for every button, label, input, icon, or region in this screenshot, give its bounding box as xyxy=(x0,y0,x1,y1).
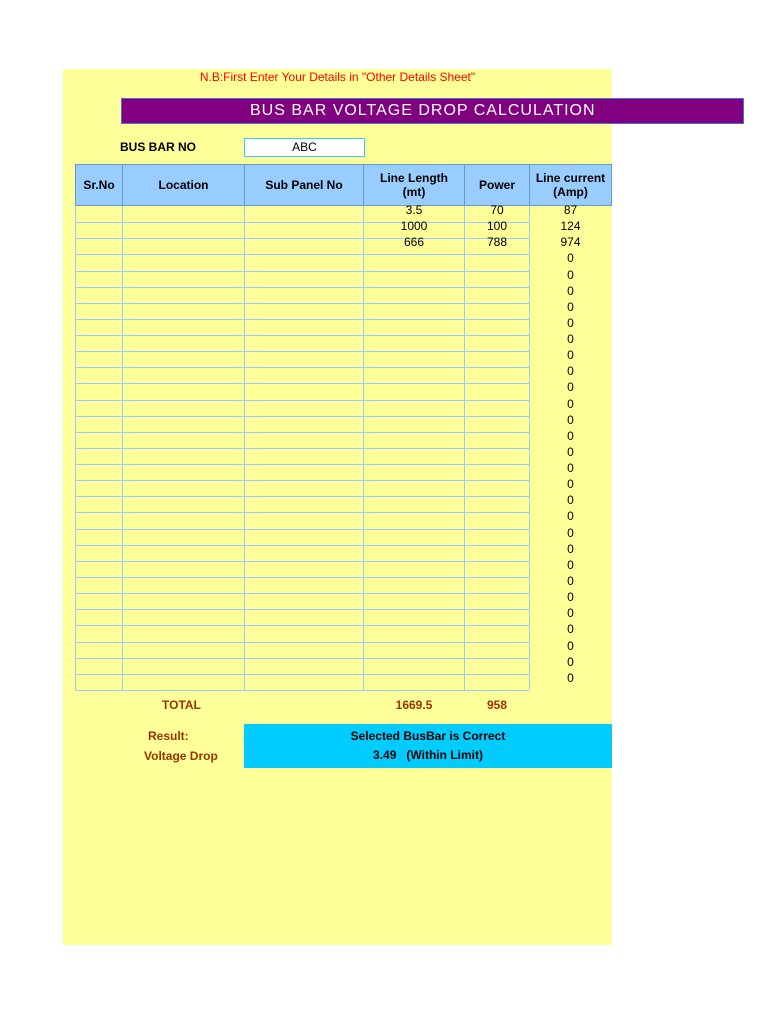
cell-length[interactable] xyxy=(363,331,465,347)
voltage-drop-label: Voltage Drop xyxy=(144,749,218,763)
cell-length[interactable] xyxy=(363,283,465,299)
cell-length[interactable] xyxy=(363,412,465,428)
cell-power[interactable] xyxy=(464,476,530,492)
cell-length[interactable] xyxy=(363,541,465,557)
cell-power[interactable] xyxy=(464,444,530,460)
cell-length[interactable] xyxy=(363,396,465,412)
cell-power[interactable] xyxy=(464,541,530,557)
cell-power[interactable] xyxy=(464,605,530,621)
cell-length[interactable] xyxy=(363,267,465,283)
cell-power[interactable] xyxy=(464,363,530,379)
cell-current: 0 xyxy=(567,606,574,621)
cell-current: 0 xyxy=(567,622,574,637)
cell-power[interactable]: 100 xyxy=(486,219,508,234)
cell-current: 87 xyxy=(563,203,578,217)
cell-current: 0 xyxy=(567,477,574,492)
header-power: Power xyxy=(464,164,530,206)
cell-length[interactable] xyxy=(363,363,465,379)
cell-current: 0 xyxy=(567,573,574,588)
cell-current: 0 xyxy=(567,557,574,572)
cell-length[interactable] xyxy=(363,654,465,670)
cell-length[interactable] xyxy=(363,638,465,654)
cell-length[interactable] xyxy=(363,508,465,524)
header-location: Location xyxy=(122,164,245,206)
cell-current: 0 xyxy=(567,509,574,524)
total-power: 958 xyxy=(486,698,508,712)
cell-length[interactable] xyxy=(363,379,465,395)
cell-current: 0 xyxy=(567,493,574,508)
cell-current: 0 xyxy=(567,461,574,476)
cell-power[interactable] xyxy=(464,379,530,395)
cell-power[interactable] xyxy=(464,315,530,331)
cell-length[interactable] xyxy=(363,428,465,444)
cell-current: 0 xyxy=(567,283,574,298)
header-line-current: Line current (Amp) xyxy=(529,164,612,206)
cell-current: 0 xyxy=(567,590,574,605)
cell-current: 0 xyxy=(567,654,574,669)
cell-current: 0 xyxy=(567,364,574,379)
cell-length[interactable] xyxy=(363,670,465,686)
cell-current: 0 xyxy=(567,444,574,459)
cell-length[interactable] xyxy=(363,573,465,589)
header-sr-no: Sr.No xyxy=(75,164,123,206)
cell-power[interactable] xyxy=(464,267,530,283)
cell-current: 0 xyxy=(567,332,574,347)
cell-power[interactable] xyxy=(464,589,530,605)
cell-power[interactable] xyxy=(464,299,530,315)
voltage-drop-value: 3.49 (Within Limit) xyxy=(373,748,483,762)
cell-length[interactable] xyxy=(363,525,465,541)
cell-current: 0 xyxy=(567,396,574,411)
cell-power[interactable] xyxy=(464,638,530,654)
cell-power[interactable] xyxy=(464,428,530,444)
cell-power[interactable]: 70 xyxy=(490,203,504,217)
cell-current: 0 xyxy=(567,638,574,653)
cell-power[interactable] xyxy=(464,670,530,686)
cell-current: 974 xyxy=(560,235,581,250)
bus-bar-label: BUS BAR NO xyxy=(120,140,197,154)
cell-power[interactable] xyxy=(464,573,530,589)
cell-power[interactable] xyxy=(464,508,530,524)
cell-current: 0 xyxy=(567,348,574,363)
cell-length[interactable] xyxy=(363,476,465,492)
cell-current: 0 xyxy=(567,380,574,395)
cell-power[interactable] xyxy=(464,412,530,428)
cell-power[interactable] xyxy=(464,525,530,541)
cell-power[interactable] xyxy=(464,250,530,266)
cell-length[interactable] xyxy=(363,557,465,573)
cell-length[interactable] xyxy=(363,589,465,605)
bus-bar-input[interactable]: ABC xyxy=(244,138,365,157)
cell-current: 0 xyxy=(567,541,574,556)
cell-current: 0 xyxy=(567,267,574,282)
result-label: Result: xyxy=(148,729,189,743)
cell-current: 0 xyxy=(567,670,574,685)
page-title: BUS BAR VOLTAGE DROP CALCULATION xyxy=(250,102,596,119)
cell-current: 0 xyxy=(567,251,574,266)
cell-power[interactable] xyxy=(464,460,530,476)
cell-power[interactable] xyxy=(464,396,530,412)
cell-power[interactable]: 788 xyxy=(486,235,508,250)
cell-power[interactable] xyxy=(464,621,530,637)
total-length: 1669.5 xyxy=(395,698,433,712)
cell-length[interactable]: 3.5 xyxy=(405,203,423,217)
cell-length[interactable] xyxy=(363,460,465,476)
cell-current: 0 xyxy=(567,525,574,540)
cell-length[interactable]: 1000 xyxy=(400,219,428,234)
cell-length[interactable] xyxy=(363,444,465,460)
cell-length[interactable] xyxy=(363,492,465,508)
cell-length[interactable] xyxy=(363,605,465,621)
cell-length[interactable] xyxy=(363,250,465,266)
cell-length[interactable] xyxy=(363,347,465,363)
cell-power[interactable] xyxy=(464,557,530,573)
header-line-length: Line Length (mt) xyxy=(363,164,465,206)
header-sub-panel-no: Sub Panel No xyxy=(244,164,364,206)
cell-power[interactable] xyxy=(464,347,530,363)
cell-length[interactable]: 666 xyxy=(403,235,425,250)
cell-current: 0 xyxy=(567,315,574,330)
cell-power[interactable] xyxy=(464,654,530,670)
cell-current: 124 xyxy=(560,219,581,234)
cell-current: 0 xyxy=(567,412,574,427)
grid-hline xyxy=(75,690,529,691)
cell-length[interactable] xyxy=(363,621,465,637)
cell-length[interactable] xyxy=(363,315,465,331)
cell-length[interactable] xyxy=(363,299,465,315)
cell-power[interactable] xyxy=(464,283,530,299)
calculation-table xyxy=(75,164,612,690)
total-label: TOTAL xyxy=(162,698,201,712)
instruction-note: N.B:First Enter Your Details in "Other Details Sheet" xyxy=(199,70,476,84)
result-status: Selected BusBar is Correct xyxy=(350,729,506,743)
cell-power[interactable] xyxy=(464,331,530,347)
cell-power[interactable] xyxy=(464,492,530,508)
cell-current: 0 xyxy=(567,299,574,314)
cell-current: 0 xyxy=(567,428,574,443)
